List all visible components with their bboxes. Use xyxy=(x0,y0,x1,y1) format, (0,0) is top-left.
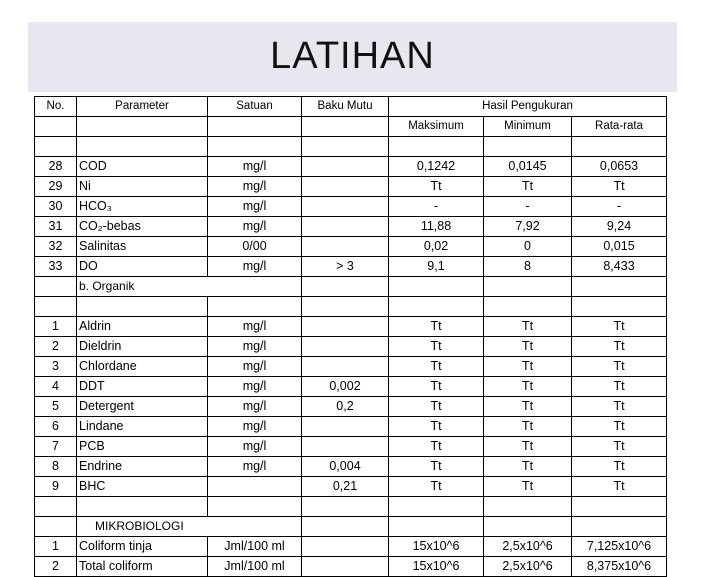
row-no: 8 xyxy=(35,457,77,477)
row-rata-rata: 8,433 xyxy=(572,257,667,277)
row-no: 2 xyxy=(35,337,77,357)
spacer-cell xyxy=(77,137,208,157)
row-baku-mutu xyxy=(302,157,389,177)
spacer-cell xyxy=(35,297,77,317)
row-minimum: Tt xyxy=(484,177,572,197)
spacer-cell xyxy=(484,497,572,517)
row-maksimum: 15x10^6 xyxy=(389,537,484,557)
row-maksimum: 0,1242 xyxy=(389,157,484,177)
spacer-cell xyxy=(302,137,389,157)
row-baku-mutu xyxy=(302,417,389,437)
row-minimum: Tt xyxy=(484,357,572,377)
spacer-row xyxy=(35,297,667,317)
row-satuan: mg/l xyxy=(208,177,302,197)
row-parameter: HCO₃ xyxy=(77,197,208,217)
section-no-blank xyxy=(35,277,77,297)
spacer-cell xyxy=(572,137,667,157)
row-satuan: mg/l xyxy=(208,157,302,177)
spacer-cell xyxy=(35,497,77,517)
section-organik-label: b. Organik xyxy=(77,277,302,297)
spacer-cell xyxy=(484,137,572,157)
row-parameter: PCB xyxy=(77,437,208,457)
row-minimum: 2,5x10^6 xyxy=(484,557,572,577)
row-minimum: 7,92 xyxy=(484,217,572,237)
section-blank xyxy=(389,517,484,537)
row-no: 28 xyxy=(35,157,77,177)
spacer-cell xyxy=(302,497,389,517)
header-hasil-pengukuran: Hasil Pengukuran xyxy=(389,97,667,117)
section-no-blank xyxy=(35,517,77,537)
header-rata-rata: Rata-rata xyxy=(572,117,667,137)
row-baku-mutu: 0,21 xyxy=(302,477,389,497)
section-mikrobiologi-row xyxy=(35,517,667,537)
spacer-cell xyxy=(389,297,484,317)
spacer-cell xyxy=(35,137,77,157)
row-satuan: mg/l xyxy=(208,397,302,417)
spacer-cell xyxy=(484,297,572,317)
row-maksimum: Tt xyxy=(389,457,484,477)
row-baku-mutu: 0,002 xyxy=(302,377,389,397)
header-row-main xyxy=(35,97,667,117)
table-row xyxy=(35,357,667,377)
row-parameter: Chlordane xyxy=(77,357,208,377)
row-parameter: Ni xyxy=(77,177,208,197)
row-baku-mutu: 0,004 xyxy=(302,457,389,477)
section-blank xyxy=(302,517,389,537)
row-no: 33 xyxy=(35,257,77,277)
row-minimum: 0 xyxy=(484,237,572,257)
spacer-row xyxy=(35,137,667,157)
spacer-cell xyxy=(389,497,484,517)
row-satuan: Jml/100 ml xyxy=(208,557,302,577)
row-maksimum: Tt xyxy=(389,417,484,437)
row-satuan: 0/00 xyxy=(208,237,302,257)
row-satuan: mg/l xyxy=(208,217,302,237)
row-parameter: DDT xyxy=(77,377,208,397)
results-table-body xyxy=(35,97,667,577)
row-no: 1 xyxy=(35,317,77,337)
row-parameter: CO₂-bebas xyxy=(77,217,208,237)
row-parameter: Lindane xyxy=(77,417,208,437)
row-maksimum: Tt xyxy=(389,317,484,337)
row-parameter: Coliform tinja xyxy=(77,537,208,557)
row-baku-mutu xyxy=(302,197,389,217)
section-blank xyxy=(572,277,667,297)
row-minimum: Tt xyxy=(484,477,572,497)
results-sheet xyxy=(34,96,666,573)
row-maksimum: Tt xyxy=(389,337,484,357)
row-satuan: mg/l xyxy=(208,197,302,217)
section-organik-row xyxy=(35,277,667,297)
row-baku-mutu xyxy=(302,357,389,377)
row-rata-rata: Tt xyxy=(572,177,667,197)
row-baku-mutu xyxy=(302,177,389,197)
section-blank xyxy=(484,277,572,297)
row-maksimum: 11,88 xyxy=(389,217,484,237)
spacer-cell xyxy=(572,497,667,517)
section-blank xyxy=(302,277,389,297)
section-mikrobiologi-label: MIKROBIOLOGI xyxy=(77,517,302,537)
spacer-cell xyxy=(572,297,667,317)
table-row xyxy=(35,237,667,257)
spacer-row xyxy=(35,497,667,517)
table-row xyxy=(35,417,667,437)
header-sub-blank xyxy=(35,117,77,137)
row-minimum: Tt xyxy=(484,457,572,477)
row-rata-rata: 9,24 xyxy=(572,217,667,237)
header-minimum: Minimum xyxy=(484,117,572,137)
row-satuan: mg/l xyxy=(208,317,302,337)
header-baku-mutu: Baku Mutu xyxy=(302,97,389,117)
table-row xyxy=(35,557,667,577)
row-maksimum: 0,02 xyxy=(389,237,484,257)
row-maksimum: Tt xyxy=(389,177,484,197)
row-rata-rata: 0,015 xyxy=(572,237,667,257)
row-minimum: Tt xyxy=(484,417,572,437)
row-rata-rata: Tt xyxy=(572,397,667,417)
table-row xyxy=(35,317,667,337)
row-maksimum: Tt xyxy=(389,397,484,417)
row-minimum: Tt xyxy=(484,377,572,397)
spacer-cell xyxy=(208,297,302,317)
row-no: 2 xyxy=(35,557,77,577)
row-minimum: Tt xyxy=(484,337,572,357)
row-satuan: mg/l xyxy=(208,457,302,477)
spacer-cell xyxy=(208,497,302,517)
header-sub-blank xyxy=(77,117,208,137)
row-maksimum: Tt xyxy=(389,437,484,457)
row-parameter: Endrine xyxy=(77,457,208,477)
row-no: 29 xyxy=(35,177,77,197)
row-parameter: Aldrin xyxy=(77,317,208,337)
row-parameter: Dieldrin xyxy=(77,337,208,357)
header-parameter: Parameter xyxy=(77,97,208,117)
row-satuan: mg/l xyxy=(208,257,302,277)
row-no: 7 xyxy=(35,437,77,457)
row-minimum: Tt xyxy=(484,397,572,417)
row-no: 4 xyxy=(35,377,77,397)
row-rata-rata: Tt xyxy=(572,337,667,357)
row-no: 32 xyxy=(35,237,77,257)
spacer-cell xyxy=(302,297,389,317)
row-baku-mutu xyxy=(302,337,389,357)
table-row xyxy=(35,377,667,397)
table-row xyxy=(35,477,667,497)
row-baku-mutu: > 3 xyxy=(302,257,389,277)
header-sub-blank xyxy=(208,117,302,137)
table-row xyxy=(35,217,667,237)
row-minimum: 0,0145 xyxy=(484,157,572,177)
section-blank xyxy=(484,517,572,537)
row-rata-rata: Tt xyxy=(572,437,667,457)
row-maksimum: 15x10^6 xyxy=(389,557,484,577)
table-row xyxy=(35,437,667,457)
row-baku-mutu xyxy=(302,217,389,237)
row-rata-rata: Tt xyxy=(572,357,667,377)
spacer-cell xyxy=(77,297,208,317)
row-no: 3 xyxy=(35,357,77,377)
row-rata-rata: 7,125x10^6 xyxy=(572,537,667,557)
header-sub-blank xyxy=(302,117,389,137)
row-minimum: - xyxy=(484,197,572,217)
row-parameter: Detergent xyxy=(77,397,208,417)
row-satuan xyxy=(208,477,302,497)
row-maksimum: 9,1 xyxy=(389,257,484,277)
row-parameter: Salinitas xyxy=(77,237,208,257)
row-parameter: Total coliform xyxy=(77,557,208,577)
row-satuan: mg/l xyxy=(208,437,302,457)
section-blank xyxy=(389,277,484,297)
row-satuan: Jml/100 ml xyxy=(208,537,302,557)
row-maksimum: Tt xyxy=(389,377,484,397)
row-parameter: DO xyxy=(77,257,208,277)
row-minimum: 2,5x10^6 xyxy=(484,537,572,557)
row-parameter: COD xyxy=(77,157,208,177)
section-blank xyxy=(572,517,667,537)
header-no: No. xyxy=(35,97,77,117)
table-row xyxy=(35,177,667,197)
row-no: 31 xyxy=(35,217,77,237)
row-rata-rata: Tt xyxy=(572,317,667,337)
row-no: 1 xyxy=(35,537,77,557)
row-satuan: mg/l xyxy=(208,337,302,357)
header-satuan: Satuan xyxy=(208,97,302,117)
row-no: 5 xyxy=(35,397,77,417)
row-no: 30 xyxy=(35,197,77,217)
row-satuan: mg/l xyxy=(208,417,302,437)
row-baku-mutu xyxy=(302,237,389,257)
spacer-cell xyxy=(389,137,484,157)
table-row xyxy=(35,397,667,417)
row-rata-rata: 8,375x10^6 xyxy=(572,557,667,577)
table-row xyxy=(35,157,667,177)
row-minimum: Tt xyxy=(484,317,572,337)
row-minimum: Tt xyxy=(484,437,572,457)
table-row xyxy=(35,457,667,477)
row-satuan: mg/l xyxy=(208,357,302,377)
header-row-sub xyxy=(35,117,667,137)
row-parameter: BHC xyxy=(77,477,208,497)
row-maksimum: Tt xyxy=(389,477,484,497)
row-baku-mutu xyxy=(302,317,389,337)
row-baku-mutu: 0,2 xyxy=(302,397,389,417)
row-rata-rata: 0,0653 xyxy=(572,157,667,177)
spacer-cell xyxy=(77,497,208,517)
row-rata-rata: - xyxy=(572,197,667,217)
row-no: 9 xyxy=(35,477,77,497)
row-no: 6 xyxy=(35,417,77,437)
row-baku-mutu xyxy=(302,557,389,577)
table-row xyxy=(35,337,667,357)
table-row xyxy=(35,257,667,277)
row-maksimum: - xyxy=(389,197,484,217)
title-band xyxy=(28,22,677,92)
row-rata-rata: Tt xyxy=(572,477,667,497)
results-table xyxy=(34,96,667,577)
header-maksimum: Maksimum xyxy=(389,117,484,137)
row-rata-rata: Tt xyxy=(572,377,667,397)
row-maksimum: Tt xyxy=(389,357,484,377)
row-baku-mutu xyxy=(302,437,389,457)
slide-title: LATIHAN xyxy=(270,35,435,77)
table-row xyxy=(35,197,667,217)
row-minimum: 8 xyxy=(484,257,572,277)
row-satuan: mg/l xyxy=(208,377,302,397)
row-rata-rata: Tt xyxy=(572,417,667,437)
row-rata-rata: Tt xyxy=(572,457,667,477)
spacer-cell xyxy=(208,137,302,157)
